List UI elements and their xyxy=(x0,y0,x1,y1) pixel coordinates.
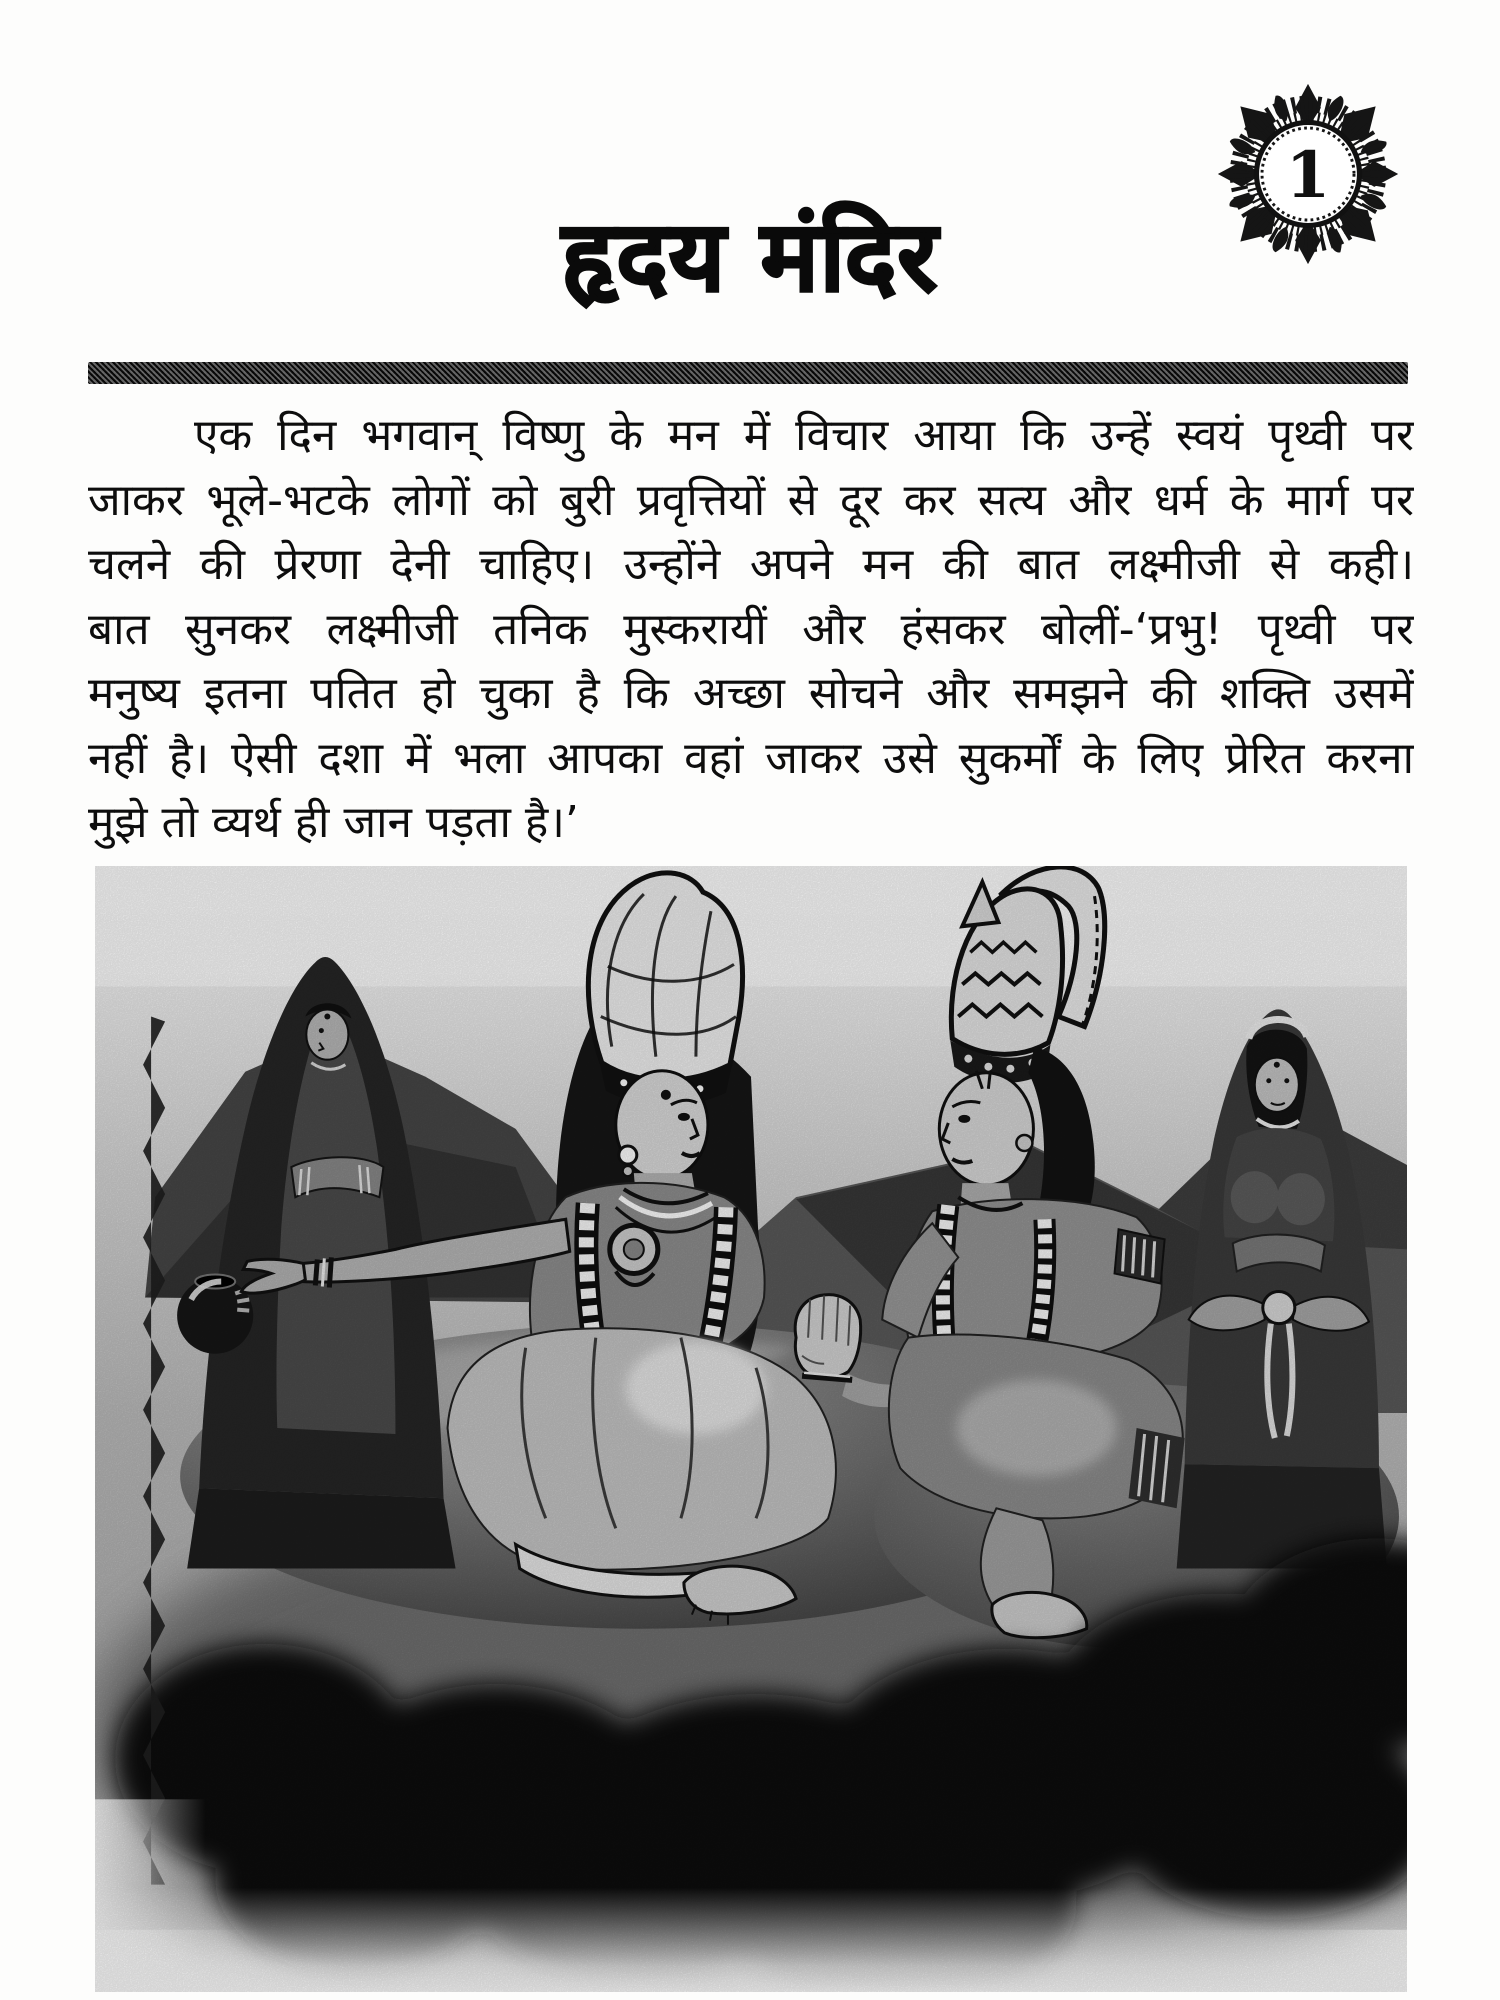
halftone-grain xyxy=(95,866,1407,1992)
title-divider xyxy=(88,362,1408,384)
chapter-title: हृदय मंदिर xyxy=(561,200,939,313)
page-number: 1 xyxy=(1285,137,1331,213)
story-paragraph xyxy=(88,404,1414,856)
paragraph-line: एक दिन भगवान् विष्णु के मन में विचार आया कि उन्हें स्वयं पृथ्वी पर xyxy=(194,410,1414,461)
illustration-canvas xyxy=(95,866,1407,1992)
deity-illustration xyxy=(95,866,1407,1992)
paragraph-line: चलने की प्रेरणा देनी चाहिए। उन्होंने अपने मन की बात लक्ष्मीजी से कही। xyxy=(88,539,1414,590)
paragraph-line: मुझे तो व्यर्थ ही जान पड़ता है।’ xyxy=(88,797,579,848)
paragraph-line: जाकर भूले-भटके लोगों को बुरी प्रवृत्तियों से दूर कर सत्य और धर्म के मार्ग पर xyxy=(88,474,1414,526)
paragraph-line: नहीं है। ऐसी दशा में भला आपका वहां जाकर उसे सुकर्मों के लिए प्रेरित करना xyxy=(88,732,1414,784)
paragraph-line: मनुष्य इतना पतित हो चुका है कि अच्छा सोचने और समझने की शक्ति उसमें xyxy=(88,668,1414,719)
paragraph-line: बात सुनकर लक्ष्मीजी तनिक मुस्करायीं और हंसकर बोलीं-‘प्रभु! पृथ्वी पर xyxy=(88,603,1414,655)
